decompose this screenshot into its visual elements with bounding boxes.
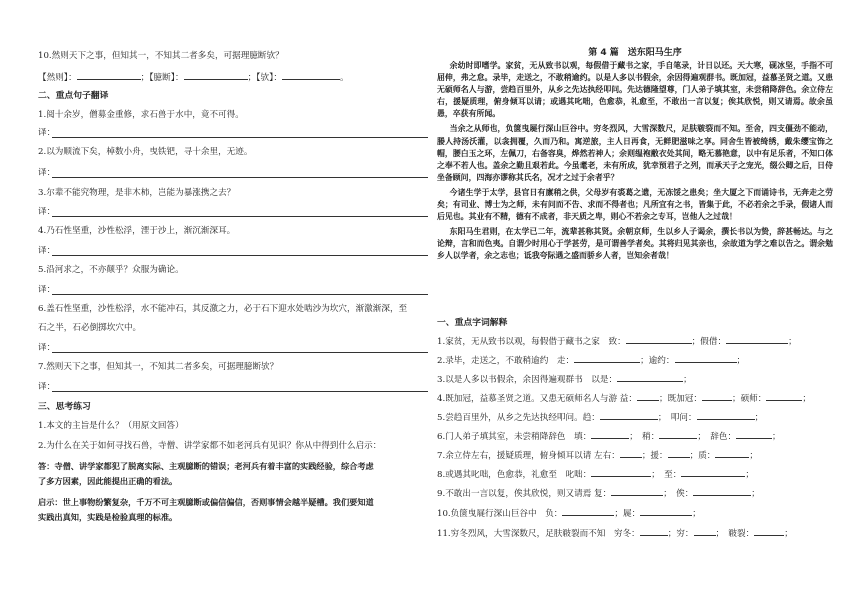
vocab-item-11: 11.穷冬烈风，大雪深数尺，足肤皲裂而不知 穷冬： ；穷： ； 皲裂： ； bbox=[437, 529, 793, 539]
blank-zhi-2[interactable] bbox=[681, 468, 745, 477]
answer-line-2: 了多方因素，因此能提出正确的看法。 bbox=[38, 476, 178, 486]
blank-yiduan[interactable] bbox=[184, 71, 248, 80]
vocab-item-7: 7.余立侍左右，援疑质理，俯身倾耳以请 左右： ；援： ；质： ； bbox=[437, 451, 759, 461]
translation-line-3[interactable]: 译： bbox=[38, 207, 428, 218]
sentence-4: 4.乃石性坚重，沙性松浮，湮于沙上，渐沉渐深耳。 bbox=[38, 226, 236, 236]
blank-chiduo[interactable] bbox=[591, 468, 651, 477]
blank-qu[interactable] bbox=[600, 411, 658, 420]
blank-xi[interactable] bbox=[640, 507, 692, 516]
blank-yuyue[interactable] bbox=[675, 354, 737, 363]
blank-zou[interactable] bbox=[574, 354, 640, 363]
blank-qiongdong[interactable] bbox=[640, 527, 668, 536]
blank-yu[interactable] bbox=[282, 71, 340, 80]
blank-jiajie[interactable] bbox=[726, 335, 788, 344]
sentence-1: 1.阅十余岁，僧募金重修，求石兽于水中，竟不可得。 bbox=[38, 110, 244, 120]
passage-title: 第 4 篇 送东阳马生序 bbox=[588, 48, 682, 58]
fill-label-ranze: 【然则】： bbox=[38, 73, 77, 83]
blank-ranze[interactable] bbox=[77, 71, 141, 80]
question-10-fill: 【然则】： ；【臆断】： ；【欤】： 。 bbox=[38, 73, 349, 83]
blank-yi[interactable] bbox=[637, 392, 659, 401]
translation-line-4[interactable]: 译： bbox=[38, 246, 428, 257]
fill-label-yu: ；【欤】： bbox=[247, 73, 283, 83]
sentence-2: 2.以为顺流下矣，棹数小舟，曳铁钯，寻十余里，无迹。 bbox=[38, 147, 253, 157]
blank-yuan[interactable] bbox=[668, 449, 690, 458]
blank-zuoyou[interactable] bbox=[620, 449, 642, 458]
fill-label-yiduan: ；【臆断】： bbox=[140, 73, 184, 83]
vocab-item-6: 6.门人弟子填其室，未尝稍降辞色 填： ； 稍： ； 辞色： ； bbox=[437, 432, 781, 442]
sentence-3: 3.尔辈不能究物理，是非木柿，岂能为暴涨携之去？ bbox=[38, 188, 236, 198]
blank-qiong[interactable] bbox=[694, 527, 716, 536]
question-10: 10.然则天下之事，但知其一，不知其二者多矣，可据理臆断欤？ bbox=[38, 51, 284, 61]
translation-line-2[interactable]: 译： bbox=[38, 168, 428, 179]
blank-cise[interactable] bbox=[736, 430, 772, 439]
vocab-item-4: 4.既加冠，益慕圣贤之道。又患无硕师名人与游 益： ；既加冠： ；硕师： ； bbox=[437, 394, 811, 404]
section-1-heading: 一、重点字词解释 bbox=[437, 318, 508, 328]
translation-line-5[interactable]: 译： bbox=[38, 285, 428, 296]
blank-yishi[interactable] bbox=[617, 373, 683, 382]
blank-fu-2[interactable] bbox=[562, 507, 614, 516]
vocab-item-8: 8.或遇其叱咄，色愈恭，礼愈至 叱咄： ； 至： ； bbox=[437, 470, 754, 480]
blank-kouwen[interactable] bbox=[697, 411, 755, 420]
blank-fu[interactable] bbox=[611, 487, 663, 496]
vocab-item-9: 9.不敢出一言以复，俟其欣悦，则又请焉 复： ； 俟： ； bbox=[437, 489, 760, 499]
blank-tian[interactable] bbox=[591, 430, 629, 439]
vocab-item-10: 10.负箧曳屣行深山巨谷中 负： ；屣： ； bbox=[437, 509, 701, 519]
insight-line-2: 实践出真知，实践是检验真理的标准。 bbox=[38, 512, 178, 522]
translation-line-7[interactable]: 译： bbox=[38, 382, 428, 393]
passage-text bbox=[437, 60, 833, 266]
passage-paragraph-4: 东阳马生君则，在太学已二年，流辈甚称其贤。余朝京师，生以乡人子谒余，撰长书以为贽，辞甚畅达。与之论辩，言和而色夷。自谓少时用心于学甚劳，是可谓善学者矣。其将归见其亲也，余故道为学之难以告之。谓余勉乡人以学者，余之志也；诋我夸际遇之盛而骄乡人者，岂知余者哉！ bbox=[437, 227, 833, 261]
think-question-1: 1.本文的主旨是什么？（用原文回答） bbox=[38, 421, 184, 431]
sentence-6: 6.盖石性坚重，沙性松浮，水不能冲石，其反激之力，必于石下迎水处啮沙为坎穴，渐激渐深，至 bbox=[38, 304, 408, 314]
blank-shao[interactable] bbox=[659, 430, 697, 439]
sentence-6-continued: 石之半，石必倒掷坎穴中。 bbox=[38, 323, 142, 333]
section-2-heading: 二、重点句子翻译 bbox=[38, 91, 109, 101]
blank-junlie[interactable] bbox=[754, 527, 784, 536]
blank-jijiaguan[interactable] bbox=[702, 392, 732, 401]
passage-paragraph-2: 当余之从师也，负箧曳屣行深山巨谷中。穷冬烈风，大雪深数尺，足肤皲裂而不知。至舍，四支僵劲不能动，媵人持汤沃灌，以衾拥覆，久而乃和。寓逆旅，主人日再食，无鲜肥滋味之享。同舍生皆被绮绣，戴朱缨宝饰之帽，腰白玉之环，左佩刀，右备容臭，烨然若神人；余则缊袍敝衣处其间，略无慕艳意，以中有足乐者，不知口体之奉不若人也。盖余之勤且艰若此。今虽耄老，未有所成，犹幸预君子之列，而承天子之宠光，缀公卿之后，日侍坐备顾问，四海亦谬称其氏名，况才之过于余者乎？ bbox=[437, 124, 833, 182]
translation-line-6[interactable]: 译： bbox=[38, 343, 428, 354]
passage-paragraph-3: 今诸生学于太学，县官日有廪稍之供，父母岁有裘葛之遗，无冻馁之患矣；坐大厦之下而诵诗书，无奔走之劳矣；有司业、博士为之师，未有问而不告、求而不得者也；凡所宜有之书，皆集于此，不必若余之手录，假诸人而后见也。其业有不精，德有不成者，非天质之卑，则心不若余之专耳，岂他人之过哉！ bbox=[437, 187, 833, 222]
insight-line-1: 启示：世上事物纷繁复杂，千万不可主观臆断或偏信偏信，否则事情会越半疑槽。我们要知道 bbox=[38, 497, 374, 507]
answer-line-1: 答：寺僧、讲学家都犯了脱离实际、主观臆断的错误；老河兵有着丰富的实践经验，综合考虑 bbox=[38, 461, 374, 471]
vocab-item-3: 3.以是人多以书假余，余因得遍观群书 以是： ； bbox=[437, 375, 692, 385]
sentence-5: 5.沿河求之，不亦颠乎？众服为确论。 bbox=[38, 265, 184, 275]
blank-shuoshi[interactable] bbox=[766, 392, 802, 401]
blank-zhili[interactable] bbox=[715, 449, 749, 458]
section-3-heading: 三、思考练习 bbox=[38, 402, 91, 412]
vocab-item-2: 2.录毕，走送之，不敢稍逾约 走： ；逾约： ； bbox=[437, 356, 746, 366]
think-question-2: 2.为什么在关于如何寻找石兽，寺僧、讲学家都不如老河兵有见识？你从中得到什么启示： bbox=[38, 441, 382, 451]
vocab-item-1: 1.家贫，无从致书以观，每假借于藏书之家 致： ；假借： ； bbox=[437, 337, 797, 347]
vocab-item-5: 5.尝趋百里外，从乡之先达执经叩问。趋： ； 叩问： ； bbox=[437, 413, 764, 423]
blank-si[interactable] bbox=[693, 487, 751, 496]
passage-paragraph-1: 余幼时即嗜学。家贫，无从致书以观，每假借于藏书之家，手自笔录，计日以还。天大寒，砚冰坚，手指不可屈伸，弗之怠。录毕，走送之，不敢稍逾约。以是人多以书假余，余因得遍观群书。既加冠，益慕圣贤之道。又患无硕师名人与游，尝趋百里外，从乡之先达执经叩问。先达德隆望尊，门人弟子填其室，未尝稍降辞色。余立侍左右，援疑质理，俯身倾耳以请；或遇其叱咄，色愈恭，礼愈至，不敢出一言以复；俟其欣悦，则又请焉。故余虽愚，卒获有所闻。 bbox=[437, 61, 833, 119]
translation-line-1[interactable]: 译： bbox=[38, 128, 428, 139]
blank-zhi[interactable] bbox=[626, 335, 692, 344]
sentence-7: 7.然则天下之事，但知其一，不知其二者多矣，可据理臆断欤？ bbox=[38, 362, 279, 372]
